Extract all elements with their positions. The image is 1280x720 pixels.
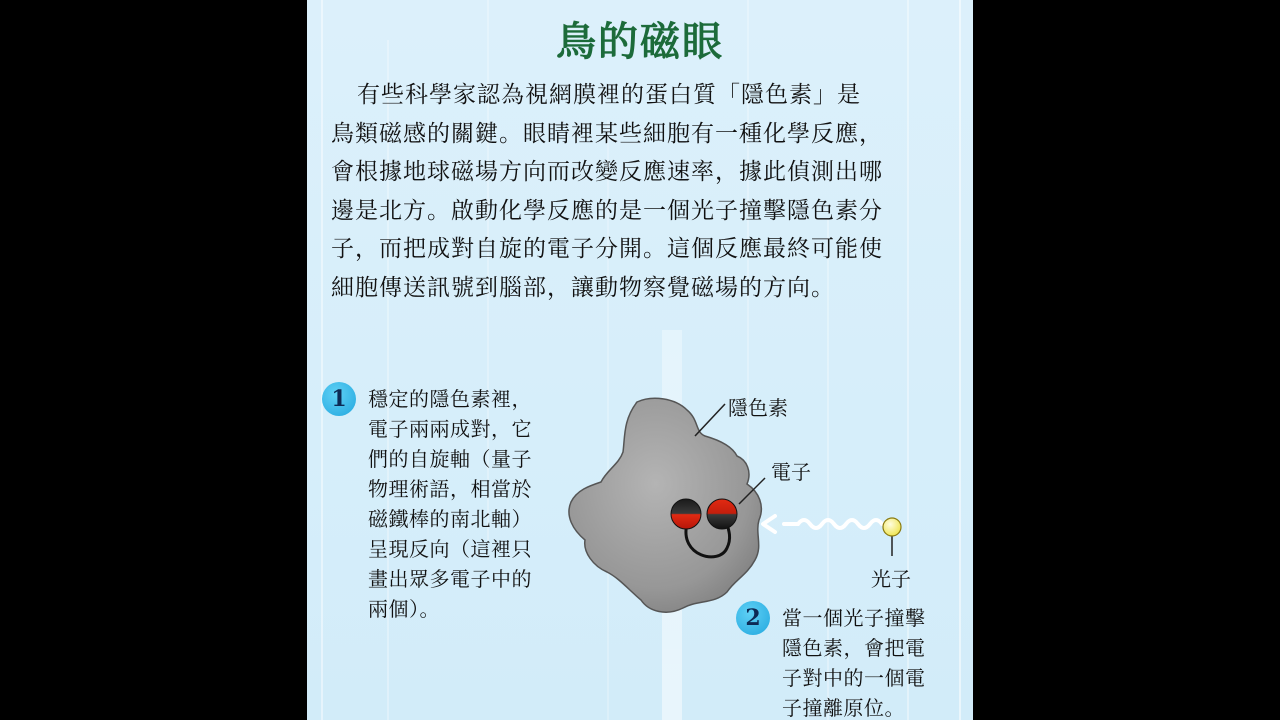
label-photon: 光子: [871, 567, 911, 591]
photon-wave: [784, 520, 882, 528]
cryptochrome-pointer: [695, 404, 725, 436]
step-2-line: 隱色素，會把電: [782, 636, 926, 660]
step-2-line: 子撞離原位。: [782, 696, 905, 720]
step-1-line: 穩定的隱色素裡，: [368, 387, 532, 411]
step-1-badge: 1: [322, 382, 356, 416]
intro-line: 會根據地球磁場方向而改變反應速率，據此偵測出哪: [331, 159, 883, 185]
intro-line: 細胞傳送訊號到腦部，讓動物察覺磁場的方向。: [331, 274, 835, 301]
step-2-badge: 2: [736, 601, 770, 635]
step-1-line: 電子兩兩成對，它: [368, 417, 532, 441]
page-title: 鳥的磁眼: [556, 19, 724, 65]
step-2-text: [782, 603, 926, 720]
electron-left: [671, 499, 701, 529]
step-1-line: 們的自旋軸（量子: [368, 447, 532, 471]
step-1-text: [368, 384, 532, 624]
step-2-line: 子對中的一個電: [782, 666, 926, 690]
intro-line: 鳥類磁感的關鍵。眼睛裡某些細胞有一種化學反應，: [331, 120, 883, 147]
electron-right: [707, 499, 737, 529]
label-electron: 電子: [771, 460, 811, 484]
step-1-line: 畫出眾多電子中的: [368, 567, 532, 591]
intro-line: 子，而把成對自旋的電子分開。這個反應最終可能使: [331, 236, 883, 262]
intro-line: 邊是北方。啟動化學反應的是一個光子撞擊隱色素分: [331, 197, 883, 224]
step-1-line: 兩個）。: [368, 597, 440, 621]
photon-yellow-dot: [883, 518, 901, 536]
intro-line: 有些科學家認為視網膜裡的蛋白質「隱色素」是: [357, 82, 861, 108]
page: [307, 0, 973, 720]
step-2-line: 當一個光子撞擊: [782, 606, 926, 630]
wave-arrowhead: [763, 516, 775, 532]
step-1-line: 物理術語，相當於: [368, 477, 532, 501]
step-1-line: 磁鐵棒的南北軸）: [368, 507, 532, 531]
label-cryptochrome: 隱色素: [728, 396, 788, 420]
step-1-line: 呈現反向（這裡只: [368, 537, 532, 561]
